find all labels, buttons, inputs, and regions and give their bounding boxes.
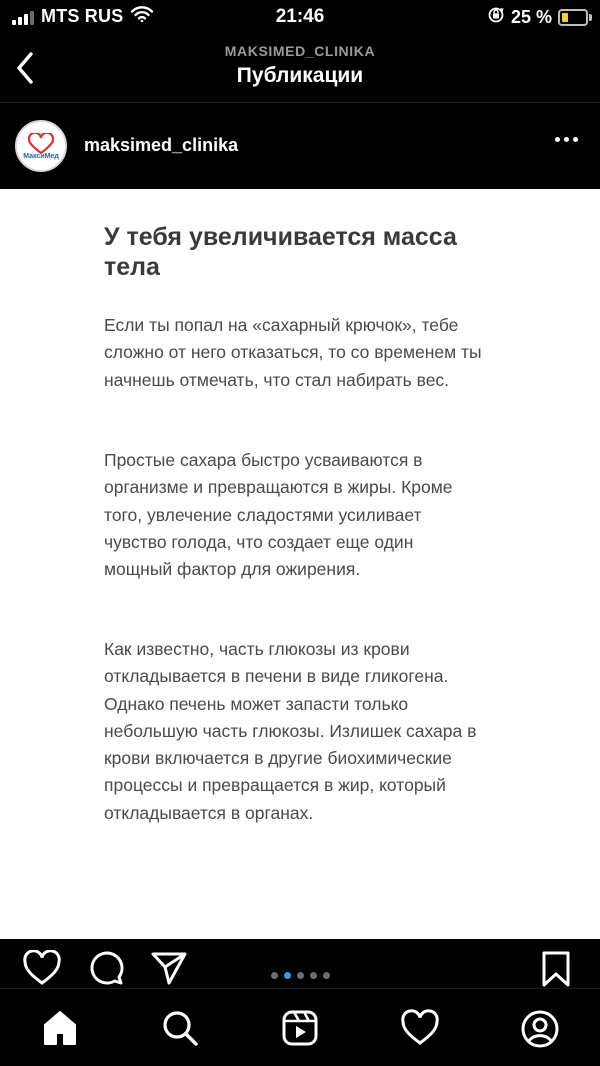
comment-icon[interactable] <box>88 950 124 986</box>
activity-heart-icon[interactable] <box>400 1009 440 1047</box>
carousel-dot <box>323 972 330 979</box>
profile-icon[interactable] <box>520 1009 560 1049</box>
heart-logo-icon <box>27 133 55 155</box>
nav-header <box>0 34 600 103</box>
carousel-dot <box>284 972 291 979</box>
carrier-name: MTS RUS <box>41 6 124 26</box>
carousel-dot <box>271 972 278 979</box>
avatar-logo-text: МаксиМед <box>23 152 59 160</box>
bottom-tab-bar <box>0 988 600 1066</box>
battery-percentage: 25 % <box>510 7 552 27</box>
status-bar <box>0 0 600 34</box>
more-horizontal-icon <box>555 137 560 142</box>
avatar[interactable] <box>15 120 67 172</box>
post-paragraph-2: Простые сахара быстро усваиваются в организме и превращаются в жиры. Кроме того, увлечение сладостями усиливает чувство голода, что создает еще один мощный фактор для ожирения. <box>104 450 453 580</box>
bookmark-icon[interactable] <box>540 950 572 988</box>
carousel-indicator <box>0 972 600 979</box>
post-image[interactable] <box>0 189 600 939</box>
post-username[interactable]: maksimed_clinika <box>84 135 239 155</box>
post-header <box>0 103 600 188</box>
clock: 21:46 <box>275 6 325 27</box>
post-paragraph-1: Если ты попал на «сахарный крючок», тебе сложно от него отказаться, то со временем ты начнешь отмечать, что стал набирать вес. <box>104 315 482 390</box>
battery-icon <box>558 9 588 26</box>
post-title: У тебя увеличивается масса тела <box>104 223 457 281</box>
home-icon[interactable] <box>41 1009 79 1047</box>
post-action-bar <box>0 940 600 988</box>
carousel-dot <box>310 972 317 979</box>
page-title: Публикации <box>236 64 364 87</box>
heart-icon[interactable] <box>22 950 62 986</box>
orientation-lock-icon <box>487 6 505 29</box>
header-username: MAKSIMED_CLINIKA <box>224 43 376 59</box>
paper-plane-icon[interactable] <box>150 950 188 986</box>
search-icon[interactable] <box>161 1009 199 1047</box>
reels-icon[interactable] <box>281 1009 319 1047</box>
more-options-button[interactable] <box>555 137 578 142</box>
status-right <box>487 6 588 29</box>
carousel-dot <box>297 972 304 979</box>
post-paragraph-3: Как известно, часть глюкозы из крови откладывается в печени в виде гликогена. Однако печень может запасти только небольшую часть глюкозы. Излишек сахара в крови включается в другие биохимические процессы и превращается в жир, который откладывается в органах. <box>104 639 477 823</box>
